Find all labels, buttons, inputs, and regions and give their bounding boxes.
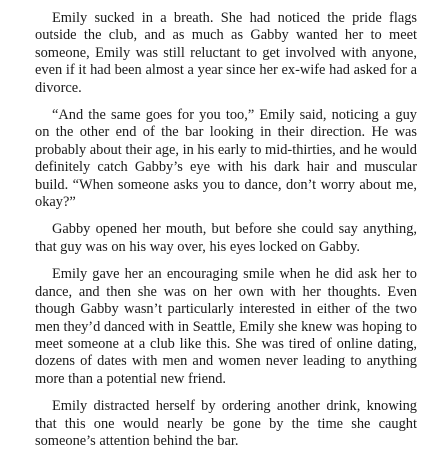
paragraph: Emily gave her an encouraging smile when he did ask her to dance, and then she was on her own with her thoughts. Even though Gabby wasn’t particularly interested in either of the two men they’d danced with in Seattle, Emily she knew was hoping to meet someone at a club like this. She was tired of online dating, dozens of dates with men and women never leading to anything more than a potential new friend. [35, 266, 417, 387]
book-page [35, 10, 417, 460]
paragraph: Gabby opened her mouth, but before she could say anything, that guy was on his way over, his eyes locked on Gabby. [35, 221, 417, 255]
paragraph: Emily sucked in a breath. She had noticed the pride flags outside the club, and as much as Gabby wanted her to meet someone, Emily was still reluctant to get involved with anyone, even if it had been almost a year since her ex-wife had asked for a divorce. [35, 10, 417, 96]
paragraph: “And the same goes for you too,” Emily said, noticing a guy on the other end of the bar looking in their direction. He was probably about their age, in his early to mid-thirties, and he would definitely catch Gabby’s eye with his dark hair and muscular build. “When someone asks you to dance, don’t worry about me, okay?” [35, 107, 417, 211]
paragraph: Emily distracted herself by ordering another drink, knowing that this one would nearly be gone by the time she caught someone’s attention behind the bar. [35, 398, 417, 449]
